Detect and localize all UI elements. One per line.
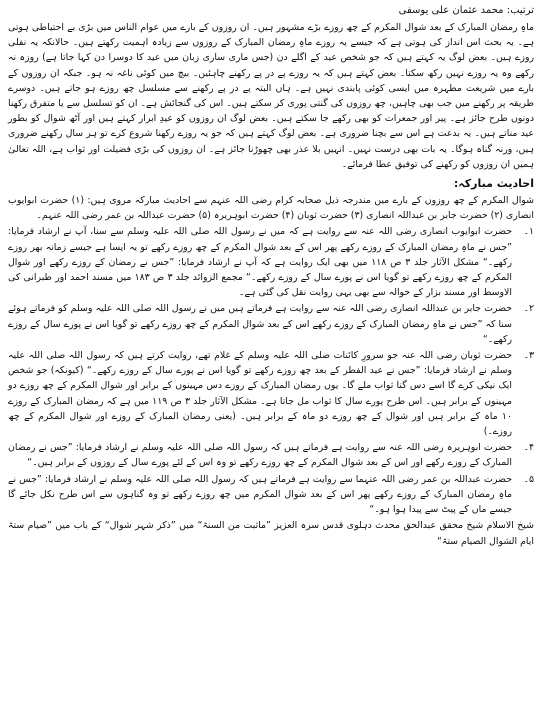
hadith-number: ۵۔ (523, 473, 534, 485)
hadith-number: ۳۔ (523, 350, 534, 362)
hadith-item (8, 440, 534, 470)
hadith-item (8, 224, 534, 300)
hadith-intro-paragraph: شوال المکرم کے چھ روزوں کے بارے میں مندرجہ ذیل صحابہ کرام رضی اللہ عنہم سے احادیث مبارکہ مروی ہیں: (۱) حضرت ابوایوب انصاری (۲) حضرت جابر بن عبداللہ انصاری (۳) حضرت ثوبان (۴) حضرت ابوہریرہ (۵) حضرت عبداللہ بن عمر رضی اللہ عنہم۔ (8, 195, 534, 222)
closing-line: شیخ الاسلام شیخ محقق عبدالحق محدث دہلوی قدس سرہ العزیز ”ماثبت من السنۃ“ میں ”ذکر شہر شوال“ کے باب میں ”صیام ستۃ ایام الشوال الصیام ستۃ“ (8, 520, 534, 547)
hadith-number: ۴۔ (523, 442, 534, 454)
hadith-text: حضرت ابوہریرہ رضی اللہ عنہ سے روایت ہے فرماتے ہیں کہ رسول اللہ صلی اللہ علیہ وسلم نے ارشاد فرمایا: ”جس نے رمضان المبارک کے روزے رکھے اور اس کے بعد شوال المکرم کے چھ روزے رکھے تو وہ اس کے لئے پورے سال کے روزوں کے برابر ہیں۔“ (8, 442, 512, 469)
hadith-item (8, 348, 534, 439)
hadith-text: حضرت ثوبان رضی اللہ عنہ جو سرورِ کائنات صلی اللہ علیہ وسلم کے غلام تھے، روایت کرتے ہیں کہ رسول اللہ صلی اللہ علیہ وسلم نے ارشاد فرمایا: ”جس نے عید الفطر کے بعد چھ روزے رکھے تو گویا اس نے پورے سال کے روزے رکھے۔“ (کیونکہ) جو شخص ایک نیکی کرے گا اسے دس گنا ثواب ملے گا۔ یوں رمضان المبارک کے روزے دس مہینوں کے برابر اور شوال المکرم کے چھ روزے دو مہینوں کے برابر ہیں۔ اس طرح پورے سال کا ثواب مل جاتا ہے۔ مشکل الآثار جلد ۳ ص ۱۱۹ میں ہے کہ رمضان المبارک کے روزے ۱۰ ماہ کے برابر ہیں اور شوال کے چھ روزے دو ماہ کے برابر ہیں۔ (یعنی رمضان المبارک کے روزے اور شوال المکرم کے چھ روزے۔) (8, 350, 512, 438)
hadith-text: حضرت ابوایوب انصاری رضی اللہ عنہ سے روایت ہے کہ میں نے رسول اللہ صلی اللہ علیہ وسلم سے سنا، آپ نے ارشاد فرمایا: ”جس نے ماہِ رمضان المبارک کے روزے رکھے پھر اس کے بعد شوال المکرم کے چھ روزے رکھے تو یہ ایسا ہے جیسے زمانہ بھر روزے رکھے۔“ مشکل الآثار جلد ۳ ص ۱۱۸ میں بھی ایک روایت ہے کہ آپ نے ارشاد فرمایا: ”جس نے رمضان کے روزے رکھے اور شوال المکرم کے چھ روزے رکھے تو گویا اس نے پورے سال کے روزے رکھے۔“ مجمع الزوائد جلد ۳ ص ۱۸۳ میں مسند احمد اور طبرانی کی الاوسط اور مسند بزار کے حوالہ سے بھی یہی روایت نقل کی گئی ہے۔ (8, 226, 513, 299)
hadith-heading: احادیث مبارکہ: (453, 177, 534, 191)
hadith-number: ۲۔ (523, 303, 534, 315)
hadith-text: حضرت جابر بن عبداللہ انصاری رضی اللہ عنہ سے روایت ہے فرماتے ہیں میں نے رسول اللہ صلی اللہ علیہ وسلم کو فرماتے ہوئے سنا کہ ”جس نے ماہِ رمضان المبارک کے روزے رکھے اس کے بعد شوال المکرم کے چھ روزے رکھے تو گویا اس نے پورے سال کے روزے رکھے۔“ (8, 303, 512, 345)
author-byline: ترتیب: محمد عثمان علی یوسفی (398, 5, 534, 16)
hadith-text: حضرت عبداللہ بن عمر رضی اللہ عنہما سے روایت ہے فرماتے ہیں کہ رسول اللہ صلی اللہ علیہ وسلم نے ارشاد فرمایا: ”جس نے ماہِ رمضان المبارک کے روزے رکھے پھر اس کے بعد شوال المکرم میں چھ روزے رکھے تو وہ گناہوں سے اس طرح نکل جائے گا جیسے ماں کے پیٹ سے پیدا ہوا ہو۔“ (8, 473, 512, 516)
hadith-number: ۱۔ (523, 226, 534, 238)
intro-paragraph: ماہِ رمضان المبارک کے بعد شوال المکرم کے چھ روزے بڑے مشہور ہیں۔ ان روزوں کے بارے میں عوام الناس میں بڑی بے احتیاطی ہوتی ہے۔ یہ بحث اس انداز کی ہوتی ہے کہ جیسے یہ روزے ماہِ رمضان المبارک کے روزوں سے زیادہ اہمیت رکھتے ہیں۔ حالانکہ یہ نفلی روزے ہیں۔ بعض لوگ یہ کہتے ہیں کہ جو شخص عید کے اگلے دن (جس ماری ساری زبان میں عید کا دوسرا دن کہا جاتا ہے) روزہ نہ رکھے وہ یہ روزے نہیں رکھ سکتا۔ بعض کہتے ہیں کہ یہ روزے پے در پے رکھنے چاہئیں۔ بیچ میں کوئی ناغہ نہ ہو۔ جبکہ ان روزوں کے بارے میں شریعت مطہرہ میں ایسی کوئی پابندی نہیں ہے۔ ہاں البتہ پے در پے رکھنے سے مسلسل چھ روزے ہو جاتے ہیں۔ دوسرے طریقہ پر رکھنے میں جب بھی چاہیں، چھ روزوں کی گنتی پوری کر سکتے ہیں۔ اس کی گنجائش ہے۔ ان کو تسلسل سے یا متفرق رکھنا دونوں طرح جائز ہے۔ پیر اور جمعرات کو بھی رکھے جا سکتے ہیں۔ بعض لوگ ان روزوں کو عیدِ ابرار کہتے ہیں اور آٹھ شوال کو بطور عید مناتے ہیں۔ یہ بدعت ہے اس سے بچنا ضروری ہے۔ بعض لوگ کہتے ہیں کہ جو یہ روزے رکھنا شروع کرے تو ہر سال رکھنے ضروری ہیں، ورنہ گناہ ہوگا۔ یہ بات بھی درست نہیں۔ انہیں بلا عذر بھی چھوڑنا جائز ہے۔ ان روزوں کی بڑی فضیلت اور ثواب ہے، اللہ تعالیٰ ہمیں ان روزوں کو رکھنے کی توفیق عطا فرمائے۔ (8, 22, 534, 170)
hadith-item (8, 301, 534, 347)
hadith-item (8, 472, 534, 518)
